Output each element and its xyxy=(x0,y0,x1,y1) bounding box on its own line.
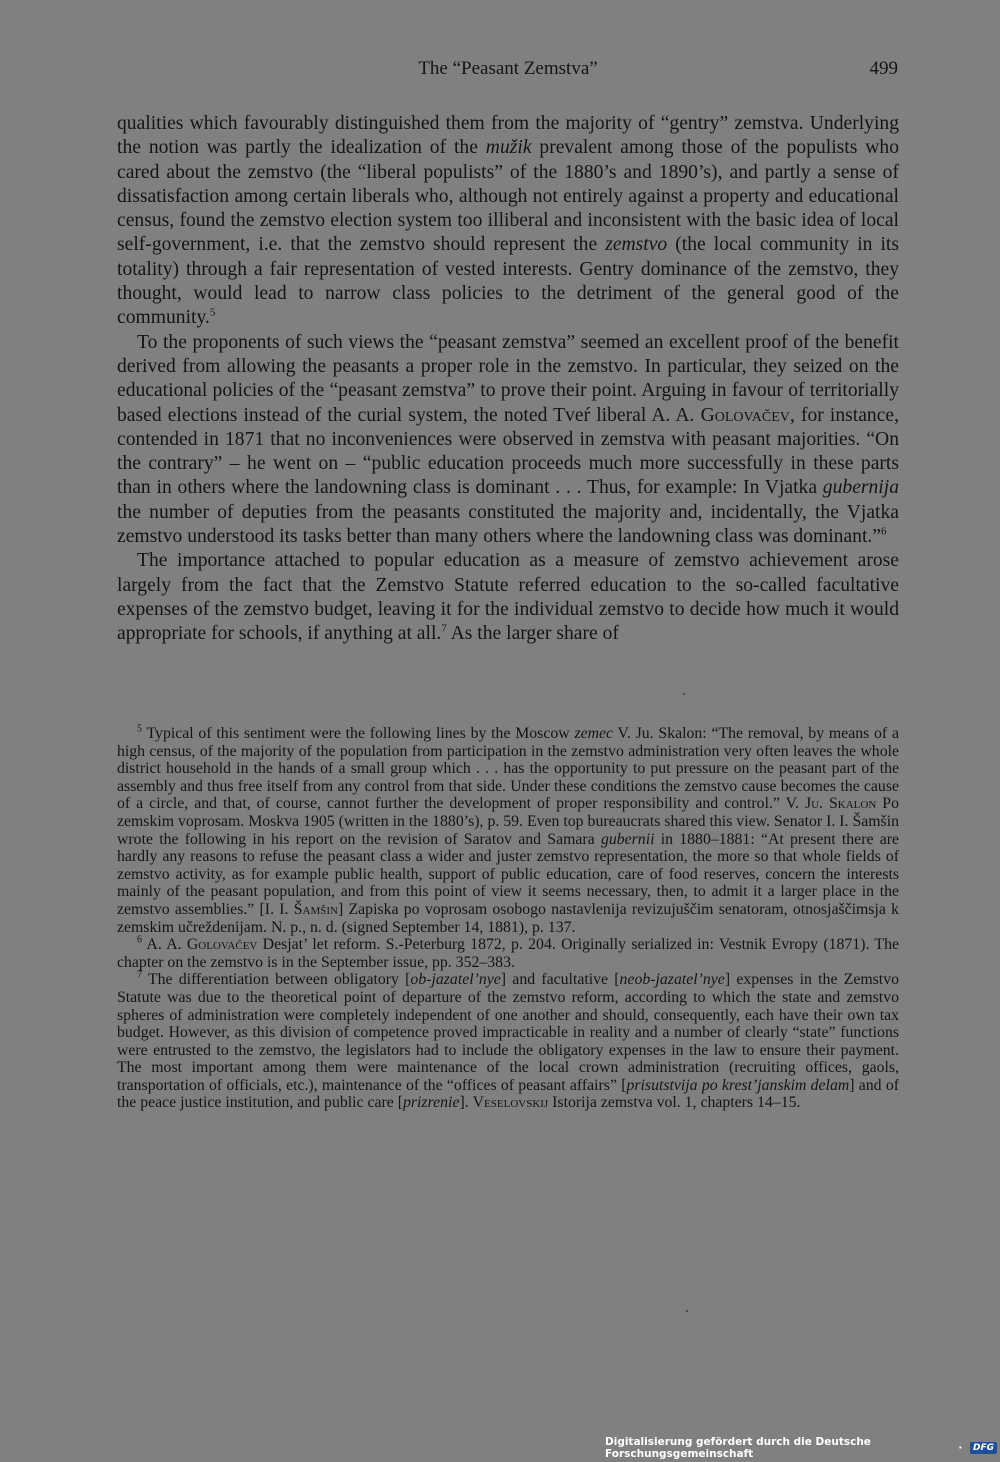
page-number: 499 xyxy=(869,58,898,79)
dfg-logo-icon: DFG xyxy=(970,1442,997,1454)
footnote-ref-7[interactable]: 7 xyxy=(441,622,447,635)
body-text xyxy=(117,112,899,647)
term-gubernija: gubernija xyxy=(822,477,899,499)
footnote-ref-5[interactable]: 5 xyxy=(209,306,216,319)
footnote-5: $^5$ Typical of this sentiment were the following lines by the Moscow zemec V. Ju. Skalon: “The removal, by means of a high census, of the majority of the population from participation in the zemstvo administration very often leaves the whole district household in the hands of a small group which . . . has the opportunity to put pressure on the peasant part of the assembly and thus free itself from any control from that side. Under these conditions the zemstvo cause becomes the cause of a circle, and that, of course, cannot further the development of proper responsibility and control.” V. Ju. Skalon Po zemskim voprosam. Moskva 1905 (written in the 1880’s), p. 59. Even top bureaucrats shared this view. Senator I. I. Šamšin wrote the following in his report on the revision of Saratov and Samara gubernii in 1880–1881: “At present there are hardly any reasons to refuse the peasant class a wider and juster zemstvo representation, the more so that whole fields of zemstvo activity, as for example public health, support of public education, care of food reserves, concern the interests mainly of the peasant population, and from this point of view it seems necessary, then, to admit it a larger place in the zemstvo assemblies.” [I. I. Šamšin] Zapiska po voprosam osobogo nastavlenija revizujuščim senatoram, otnosjaščimsja k zemskim učreždenijam. N. p., n. d. (signed September 14, 1881), p. 137. xyxy=(117,723,899,936)
page-header xyxy=(118,58,898,84)
term-zemstvo: zemstvo xyxy=(605,234,668,256)
author-golovacev: Golovačev xyxy=(700,404,790,426)
scan-speck xyxy=(686,1310,688,1312)
footnote-ref-6[interactable]: 6 xyxy=(880,525,887,538)
digitization-footer: Digitalisierung gefördert durch die Deutsche Forschungsgemeinschaft · DFG xyxy=(605,1438,997,1458)
funding-credit: Digitalisierung gefördert durch die Deutsche Forschungsgemeinschaft xyxy=(605,1436,871,1460)
paragraph-3: The importance attached to popular education as a measure of zemstvo achievement arose largely from the fact that the Zemstvo Statute referred education to the so-called facultative expenses of the zemstvo budget, leaving it for the individual zemstvo to decide how much it would appropriate for schools, if anything at all.$^7$ As the larger share of xyxy=(117,550,899,645)
paragraph-1: qualities which favourably distinguished them from the majority of “gentry” zemstva. Underlying the notion was partly the idealization of the mužik prevalent among those of the populists who cared about the zemstvo (the “liberal populists” of the 1880’s and 1890’s), and partly a sense of dissatisfaction among certain liberals who, although not entirely against a property and educational census, found the zemstvo election system too illiberal and inconsistent with the basic idea of local self-government, i.e. that the zemstvo should represent the zemstvo (the local community in its totality) through a fair representation of vested interests. Gentry dominance of the zemstvo, they thought, would lead to narrow class policies to the detriment of the general good of the community.$^5$ xyxy=(117,113,899,329)
paragraph-2: To the proponents of such views the “peasant zemstva” seemed an excellent proof of the benefit derived from allowing the peasants a proper role in the zemstvo. In particular, they seized on the educational policies of the “peasant zemstva” to prove their point. Arguing in favour of territorially based elections instead of the curial system, the noted Tveŕ liberal A. A. Golovačev, for instance, contended in 1871 that no inconveniences were observed in zemstva with peasant majorities. “On the contrary” – he went on – “public education proceeds much more successfully in these parts than in others where the landowning class is dominant . . . Thus, for example: In Vjatka gubernija the number of deputies from the peasants constituted the majority and, incidentally, the Vjatka zemstvo understood its tasks better than many others where the landowning class was dominant.”$^6$ xyxy=(117,331,900,548)
footnote-7: $^7$ The differentiation between obligatory [ob-jazatel’nye] and facultative [neob-jazatel’nye] expenses in the Zemstvo Statute was due to the theoretical point of departure of the zemstvo reform, according to which the state and zemstvo spheres of administration were completely independent of one another and should, consequently, each have their own tax budget. However, as this division of competence proved impracticable in reality and a number of clearly “state” functions were entrusted to the zemstvo, the legislators had to include the obligatory expenses in the law to ensure their payment. The most important among them were maintenance of the local crown administration (recruiting offices, gaols, transportation of officials, etc.), maintenance of the “offices of peasant affairs” [prisutstvija po krest’janskim delam] and of the peace justice institution, and public care [prizrenie]. Veselovskij Istorija zemstva vol. 1, chapters 14–15. xyxy=(117,970,899,1112)
scan-speck xyxy=(683,693,685,695)
footnotes xyxy=(117,725,899,1112)
running-title: The “Peasant Zemstva” xyxy=(418,58,598,79)
term-muzik: mužik xyxy=(485,137,532,159)
footnote-6: $^6$ A. A. Golovačev Desjat’ let reform. S.-Peterburg 1872, p. 204. Originally serialized in: Vestnik Evropy (1871). The chapter on the zemstvo is in the September issue, pp. 352–383. xyxy=(117,934,899,971)
